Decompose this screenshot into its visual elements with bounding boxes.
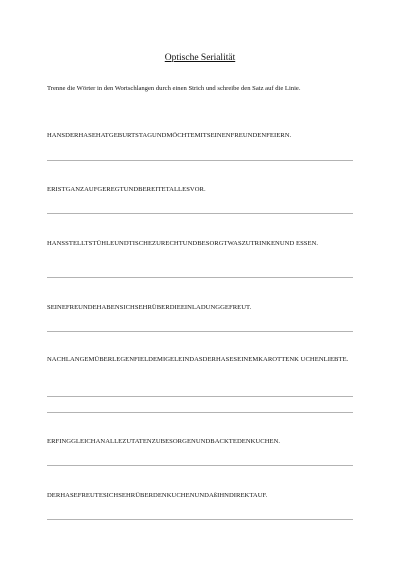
answer-line-2: [47, 213, 353, 214]
word-snake-2: ERISTGANZAUFGEREGTUNDBEREITETALLESVOR.: [47, 186, 206, 193]
word-snake-3: HANSSTELLTSTÜHLEUNDTISCHEZURECHTUNDBESORGTWASZUTRINKENUND ESSEN.: [47, 240, 319, 247]
answer-line-7: [47, 519, 353, 520]
answer-line-5a: [47, 396, 353, 397]
word-snake-5: NACHLANGEMÜBERLEGENFIELDEMIGELEINDASDERHASESEINEMKAROTTENK UCHENLIEBTE.: [47, 356, 349, 363]
worksheet-instruction: Trenne die Wörter in den Wortschlangen durch einen Strich und schreibe den Satz auf die Linie.: [47, 85, 301, 92]
answer-line-1: [47, 160, 353, 161]
word-snake-4: SEINEFREUNDEHABENSICHSEHRÜBERDIEEINLADUNGGEFREUT.: [47, 304, 252, 311]
answer-line-3: [47, 277, 353, 278]
word-snake-7: DERHASEFREUTESICHSEHRÜBERDENKUCHENUNDAßIHNDIREKTAUF.: [47, 492, 268, 499]
word-snake-1: HANSDERHASEHATGEBURTSTAGUNDMÖCHTEMITSEINENFREUNDENFEIERN.: [47, 132, 292, 139]
answer-line-6: [47, 465, 353, 466]
answer-line-4: [47, 331, 353, 332]
answer-line-5b: [47, 412, 353, 413]
word-snake-6: ERFINGGLEICHANALLEZUTATENZUBESORGENUNDBACKTEDENKUCHEN.: [47, 438, 281, 445]
worksheet-title: Optische Serialität: [164, 53, 236, 63]
